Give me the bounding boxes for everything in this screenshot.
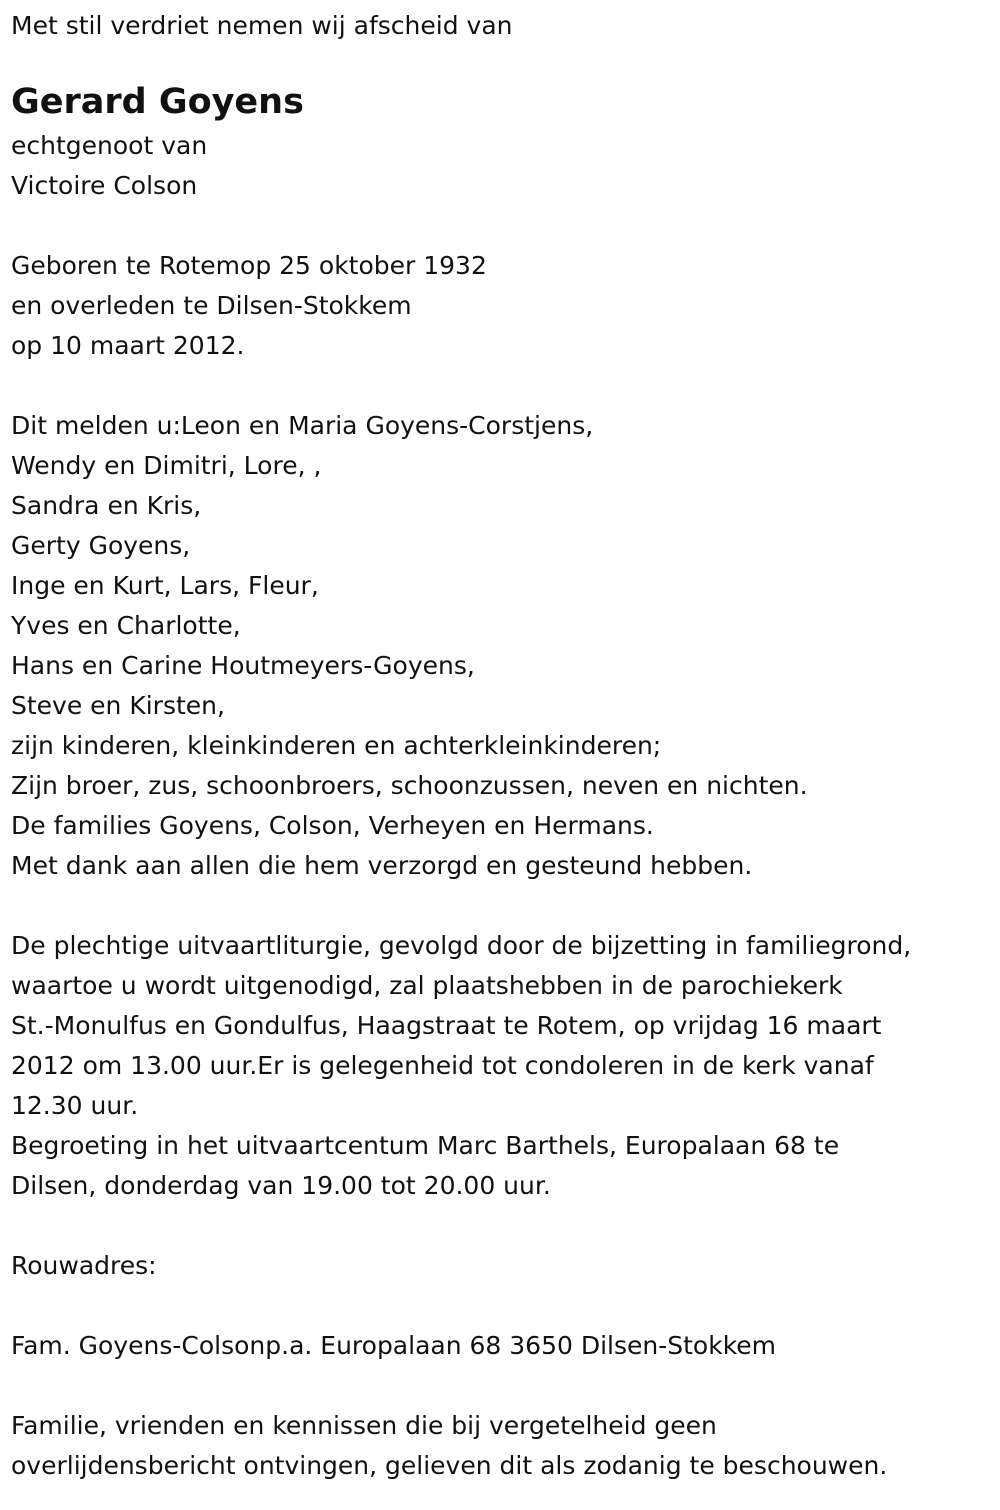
announcer-line: Steve en Kirsten, [11,691,225,720]
deceased-name: Gerard Goyens [11,82,304,122]
address-label: Rouwadres: [11,1251,157,1280]
closing-line: overlijdensbericht ontvingen, gelieven dit als zodanig te beschouwen. [11,1451,888,1480]
closing-line: Familie, vrienden en kennissen die bij vergetelheid geen [11,1411,717,1440]
announcer-line: zijn kinderen, kleinkinderen en achterkleinkinderen; [11,731,662,760]
birth-line: Geboren te Rotemop 25 oktober 1932 [11,251,487,280]
closing-section [11,1406,1000,1486]
ceremony-line: waartoe u wordt uitgenodigd, zal plaatshebben in de parochiekerk [11,971,843,1000]
address-value: Fam. Goyens-Colsonp.a. Europalaan 68 3650 Dilsen-Stokkem [11,1331,777,1360]
announcer-line: Zijn broer, zus, schoonbroers, schoonzussen, neven en nichten. [11,771,808,800]
ceremony-line: De plechtige uitvaartliturgie, gevolgd door de bijzetting in familiegrond, [11,931,912,960]
intro-text: Met stil verdriet nemen wij afscheid van [11,11,513,40]
spacer [11,206,1000,246]
life-section [11,246,1000,366]
announcer-line: Yves en Charlotte, [11,611,241,640]
announcer-line: Inge en Kurt, Lars, Fleur, [11,571,319,600]
spacer [11,886,1000,926]
spacer [11,1366,1000,1406]
ceremony-line: St.-Monulfus en Gondulfus, Haagstraat te Rotem, op vrijdag 16 maart [11,1011,882,1040]
announcer-line: De families Goyens, Colson, Verheyen en Hermans. [11,811,654,840]
announcers-section [11,406,1000,886]
announcer-line: Wendy en Dimitri, Lore, , [11,451,322,480]
announcer-line: Sandra en Kris, [11,491,202,520]
announcer-line: Dit melden u:Leon en Maria Goyens-Corstjens, [11,411,594,440]
relation-text: echtgenoot van [11,131,208,160]
death-line: en overleden te Dilsen-Stokkem [11,291,412,320]
spacer [11,1206,1000,1246]
announcer-line: Met dank aan allen die hem verzorgd en gesteund hebben. [11,851,753,880]
ceremony-line: 2012 om 13.00 uur.Er is gelegenheid tot condoleren in de kerk vanaf [11,1051,874,1080]
announcer-line: Hans en Carine Houtmeyers-Goyens, [11,651,475,680]
ceremony-line: 12.30 uur. [11,1091,139,1120]
spouse-name: Victoire Colson [11,171,198,200]
death-date-line: op 10 maart 2012. [11,331,245,360]
ceremony-section [11,926,1000,1206]
ceremony-line: Dilsen, donderdag van 19.00 tot 20.00 uur. [11,1171,551,1200]
spacer [11,1286,1000,1326]
spacer [11,366,1000,406]
announcer-line: Gerty Goyens, [11,531,191,560]
ceremony-line: Begroeting in het uitvaartcentum Marc Barthels, Europalaan 68 te [11,1131,840,1160]
